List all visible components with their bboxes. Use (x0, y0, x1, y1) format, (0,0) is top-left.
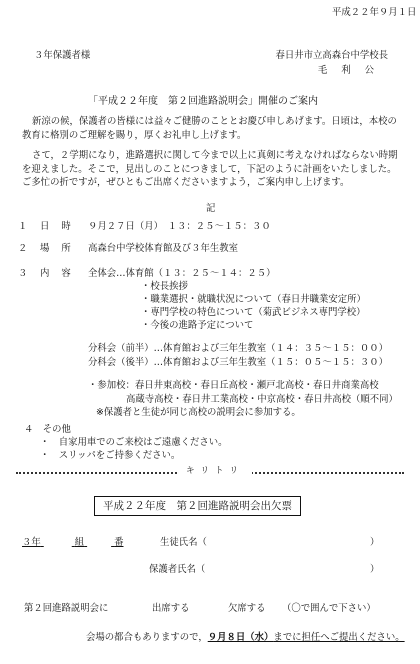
ki-heading: 記 (206, 203, 216, 214)
principal-name: 毛利公 (317, 65, 388, 76)
item-label-content: 内容 (40, 268, 83, 279)
issue-date: 平成２２年９月１日 (332, 7, 417, 18)
deadline-after: までに担任へご提出ください。 (273, 632, 405, 643)
guardian-name-field[interactable] (220, 564, 360, 577)
item-number: ２ (18, 243, 28, 254)
student-name-field[interactable] (220, 537, 360, 550)
cut-line-label: キリトリ (178, 466, 252, 477)
school-name: 春日井市立高森台中学校長 (275, 50, 388, 61)
program-item: ・今後の進路予定について (141, 320, 254, 331)
circle-instruction: （〇で囲んで下さい） (282, 603, 376, 614)
attend-option[interactable]: 出席する (152, 603, 190, 614)
other-item: ・ 自家用車でのご来校はご遠慮ください。 (40, 437, 228, 448)
grade-class-number-field[interactable] (22, 537, 140, 550)
absent-option[interactable]: 欠席する (228, 603, 266, 614)
deadline-note (86, 632, 405, 645)
document-title: 「平成２２年度 第２回進路説明会」開催のご案内 (88, 96, 318, 107)
form-title: 平成２２年度 第２回進路説明会出欠票 (94, 496, 301, 516)
program-item: ・職業選択・就職状況について（春日井職業安定所） (141, 294, 366, 305)
meeting-label: 第２回進路説明会に (24, 603, 109, 614)
item-number: ３ (18, 268, 28, 279)
participants-note: ※保護者と生徒が同じ高校の説明会に参加する。 (96, 407, 301, 418)
session-second: 分科会（後半）…体育館および三年生教室（１５：０５～１５：３０） (88, 357, 389, 368)
student-name-close: ） (370, 537, 380, 548)
program-item: ・専門学校の特色について（菊武ビジネス専門学校） (141, 307, 366, 318)
participants-line: 高蔵寺高校・春日井工業高校・中京高校・春日井高校（順不同） (126, 394, 398, 405)
other-item: ・ スリッパをご持参ください。 (40, 450, 181, 461)
item-label-datetime: 日時 (40, 221, 83, 232)
item-value-content: 全体会…体育館（１３：２５～１４：２５） (88, 268, 276, 279)
student-name-label: 生徒氏名（ (160, 537, 207, 548)
grade-label: ３年 (22, 537, 41, 548)
item-value-datetime: ９月２７日（月） １３：２５～１５：３０ (88, 221, 271, 232)
guardian-name-label: 保護者氏名（ (149, 564, 206, 575)
item-value-place: 高森台中学校体育館及び３年生教室 (88, 243, 239, 254)
deadline-date: ９月８日（水） (207, 632, 274, 643)
participants-line: ・参加校：春日井東高校・春日丘高校・瀬戸北高校・春日井商業高校 (88, 380, 379, 391)
item-label-place: 場所 (40, 243, 83, 254)
purpose-paragraph: さて，２学期になり，進路選択に関して今まで以上に真剣に考えなければならない時期を迎えました。そこで，見出しのことにつきまして，下記のように計画をいたしました。ご多忙の折ですが，ぜひともご出席くださいますよう，ご案内申し上げます。 (22, 150, 398, 189)
other-heading: ４ その他 (24, 424, 71, 435)
recipient: ３年保護者様 (34, 50, 91, 61)
greeting-paragraph: 新涼の候，保護者の皆様には益々ご健勝のこととお慶び申しあげます。日頃は，本校の教育に格別のご理解を賜り，厚くお礼申し上げます。 (22, 116, 397, 141)
class-label: 組 (74, 537, 85, 548)
deadline-before: 会場の都合もありますので， (86, 632, 208, 643)
item-number: １ (18, 221, 28, 232)
guardian-name-close: ） (370, 564, 380, 575)
program-item: ・校長挨拶 (141, 281, 188, 292)
session-first: 分科会（前半）…体育館および三年生教室（１４：３５～１５：００） (88, 343, 389, 354)
number-label: 番 (114, 537, 124, 548)
